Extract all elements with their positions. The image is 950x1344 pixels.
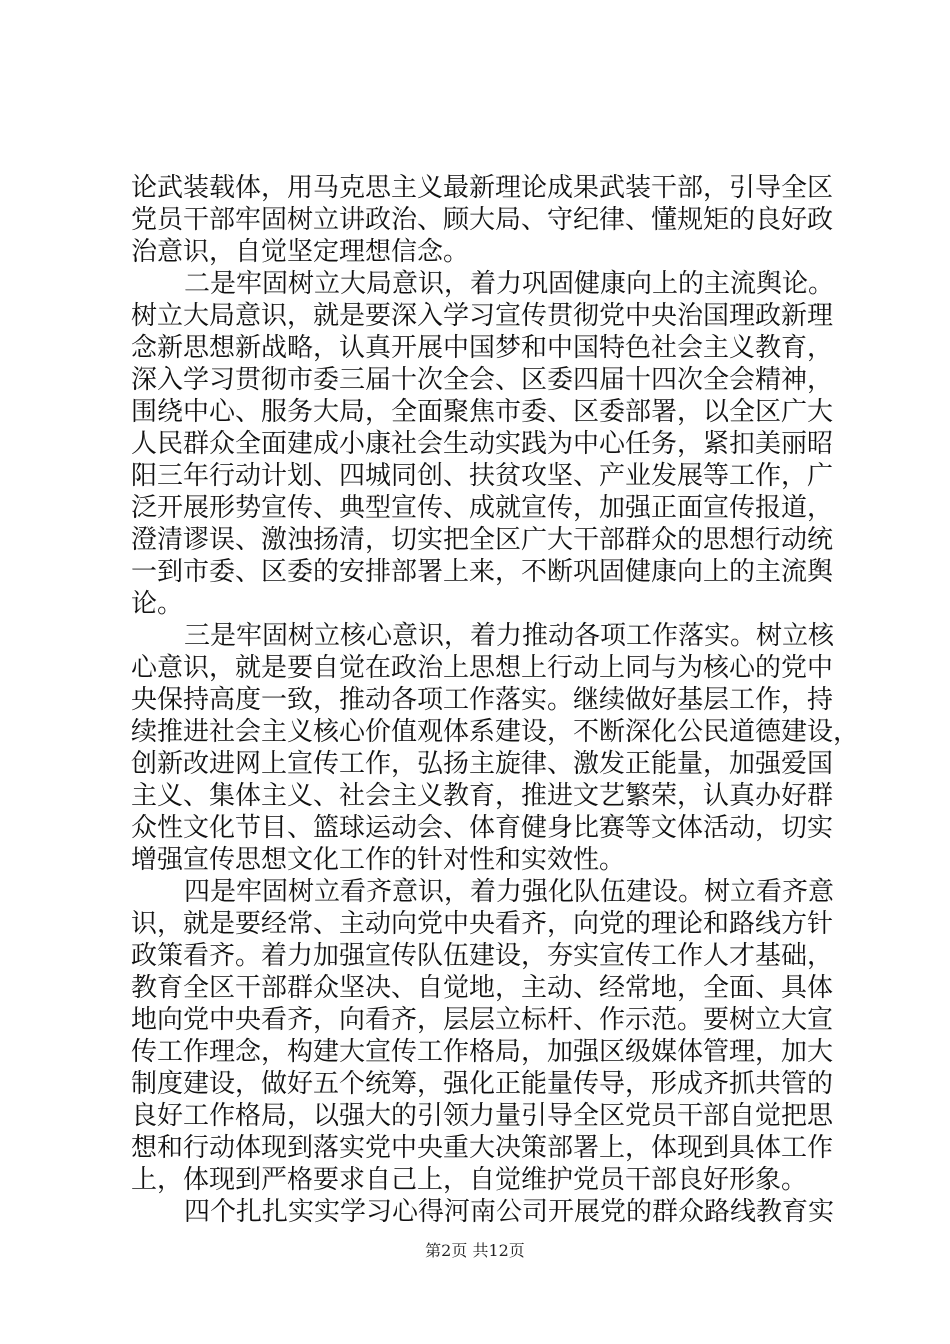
text-line: 围绕中心、服务大局，全面聚焦市委、区委部署，以全区广大 — [131, 397, 834, 427]
text-line: 创新改进网上宣传工作，弘扬主旋律、激发正能量，加强爱国 — [131, 749, 834, 779]
text-line: 澄清谬误、激浊扬清，切实把全区广大干部群众的思想行动统 — [131, 525, 834, 555]
document-body — [131, 172, 860, 1228]
text-line: 治意识，自觉坚定理想信念。 — [131, 237, 470, 267]
text-line: 识，就是要经常、主动向党中央看齐，向党的理论和路线方针 — [131, 909, 834, 939]
text-line: 心意识，就是要自觉在政治上思想上行动上同与为核心的党中 — [131, 653, 834, 683]
text-line: 上，体现到严格要求自己上，自觉维护党员干部良好形象。 — [131, 1165, 808, 1195]
text-line: 党员干部牢固树立讲政治、顾大局、守纪律、懂规矩的良好政 — [131, 205, 834, 235]
text-line: 阳三年行动计划、四城同创、扶贫攻坚、产业发展等工作，广 — [131, 461, 834, 491]
text-line: 主义、集体主义、社会主义教育，推进文艺繁荣，认真办好群 — [131, 781, 834, 811]
paragraph — [131, 268, 835, 620]
paragraph — [131, 876, 835, 1196]
text-line: 三是牢固树立核心意识，着力推动各项工作落实。树立核 — [184, 621, 835, 651]
text-line: 想和行动体现到落实党中央重大决策部署上，体现到具体工作 — [131, 1133, 834, 1163]
text-line: 传工作理念，构建大宣传工作格局，加强区级媒体管理，加大 — [131, 1037, 834, 1067]
text-line: 泛开展形势宣传、典型宣传、成就宣传，加强正面宣传报道， — [131, 493, 834, 523]
text-line: 地向党中央看齐，向看齐，层层立标杆、作示范。要树立大宣 — [131, 1005, 834, 1035]
text-line: 二是牢固树立大局意识，着力巩固健康向上的主流舆论。 — [184, 269, 835, 299]
text-line: 一到市委、区委的安排部署上来，不断巩固健康向上的主流舆 — [131, 557, 834, 587]
paragraph — [131, 1196, 835, 1228]
text-line: 念新思想新战略，认真开展中国梦和中国特色社会主义教育， — [131, 333, 834, 363]
text-line: 教育全区干部群众坚决、自觉地，主动、经常地，全面、具体 — [131, 973, 834, 1003]
text-line: 论武装载体，用马克思主义最新理论成果武装干部，引导全区 — [131, 173, 834, 203]
text-line: 政策看齐。着力加强宣传队伍建设，夯实宣传工作人才基础， — [131, 941, 834, 971]
paragraph — [131, 620, 860, 876]
text-line: 人民群众全面建成小康社会生动实践为中心任务，紧扣美丽昭 — [131, 429, 834, 459]
page-footer: 第2页 共12页 — [425, 1241, 525, 1260]
text-line: 四是牢固树立看齐意识，着力强化队伍建设。树立看齐意 — [184, 877, 835, 907]
text-line: 央保持高度一致，推动各项工作落实。继续做好基层工作，持 — [131, 685, 834, 715]
text-line: 续推进社会主义核心价值观体系建设，不断深化公民道德建设， — [131, 717, 860, 747]
text-line: 众性文化节目、篮球运动会、体育健身比赛等文体活动，切实 — [131, 813, 834, 843]
text-line: 树立大局意识，就是要深入学习宣传贯彻党中央治国理政新理 — [131, 301, 834, 331]
text-line: 良好工作格局，以强大的引领力量引导全区党员干部自觉把思 — [131, 1101, 834, 1131]
text-line: 增强宣传思想文化工作的针对性和实效性。 — [131, 845, 626, 875]
text-line: 制度建设，做好五个统筹，强化正能量传导，形成齐抓共管的 — [131, 1069, 834, 1099]
text-line: 论。 — [131, 589, 184, 619]
text-line: 深入学习贯彻市委三届十次全会、区委四届十四次全会精神， — [131, 365, 834, 395]
paragraph — [131, 172, 834, 268]
text-line: 四个扎扎实实学习心得河南公司开展党的群众路线教育实 — [184, 1197, 835, 1227]
